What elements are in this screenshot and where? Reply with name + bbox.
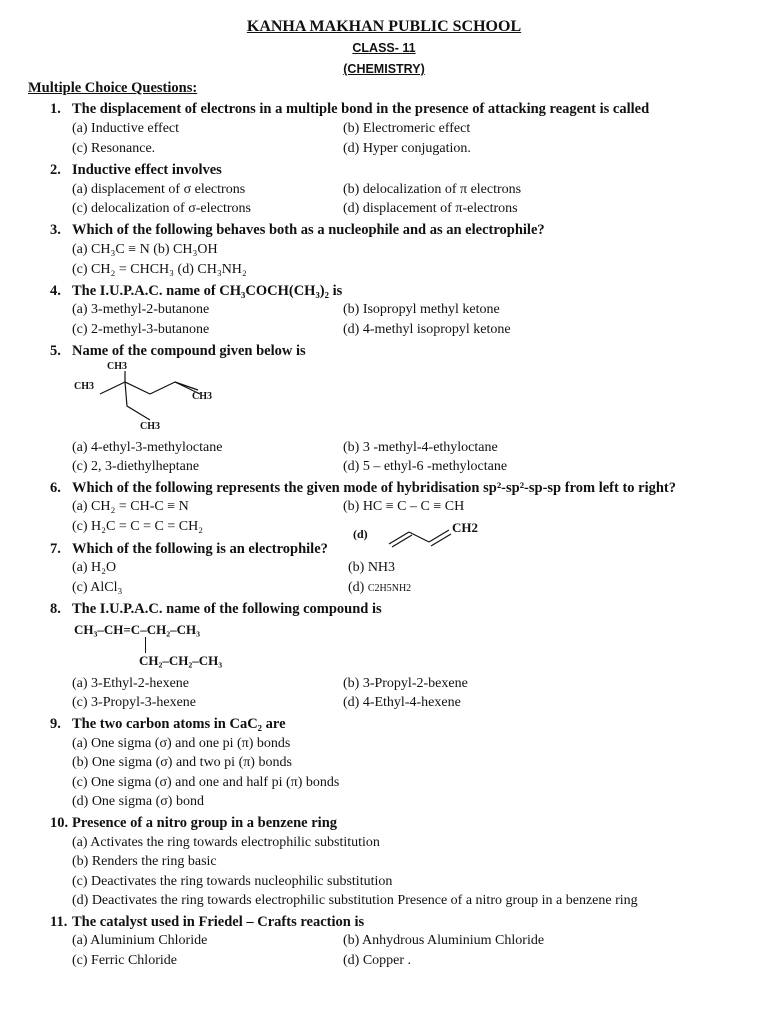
structure-label-bottom: CH3 <box>140 421 160 432</box>
option-d-structure <box>385 520 455 550</box>
option-c: (c) AlCl₃ <box>72 580 123 595</box>
structure-label-right: CH3 <box>192 391 212 402</box>
option-d: (d) Deactivates the ring towards electrophilic substitution Presence of a nitro group in a benzene ring <box>72 893 638 908</box>
subject-label: (CHEMISTRY) <box>343 62 425 76</box>
option-a: (a) CH₂ = CH-C ≡ N <box>72 499 189 514</box>
option-c: (c) Ferric Chloride <box>72 953 177 968</box>
option-b: (b) Electromeric effect <box>343 121 471 136</box>
question-text: Presence of a nitro group in a benzene ring <box>72 815 338 831</box>
option-c: (c) Deactivates the ring towards nucleophilic substitution <box>72 874 393 889</box>
question-6 <box>50 480 676 497</box>
question-text: The I.U.P.A.C. name of the following compound is <box>72 601 382 617</box>
question-7 <box>50 541 328 558</box>
option-d: (d) 4-Ethyl-4-hexene <box>343 695 461 710</box>
option-cd: (c) CH₂ = CHCH₃ (d) CH₃NH₂ <box>72 262 247 277</box>
option-b: (b) NH3 <box>348 560 396 575</box>
question-number: 6. <box>50 480 61 496</box>
question-5 <box>50 343 306 360</box>
question-11 <box>50 914 364 931</box>
question-number: 9. <box>50 716 61 732</box>
question-number: 5. <box>50 343 61 359</box>
option-d: (d) <box>353 527 368 541</box>
option-d-label: CH2 <box>452 520 478 535</box>
question-number: 10. <box>50 815 69 831</box>
question-number: 2. <box>50 162 61 178</box>
question-text: Name of the compound given below is <box>72 343 306 359</box>
question-text: The catalyst used in Friedel – Crafts reaction is <box>72 914 365 930</box>
option-b: (b) Anhydrous Aluminium Chloride <box>343 933 545 948</box>
option-c: (c) delocalization of σ-electrons <box>72 201 251 216</box>
option-c: (c) 2-methyl-3-butanone <box>72 322 210 337</box>
option-c: (c) 3-Propyl-3-hexene <box>72 695 197 710</box>
option-a: (a) H₂O <box>72 560 117 575</box>
formula-top: CH₃–CH=C–CH₂–CH₃ <box>74 622 200 637</box>
option-b: (b) delocalization of π electrons <box>343 182 522 197</box>
question-text: Which of the following is an electrophile? <box>72 541 328 557</box>
section-title: Multiple Choice Questions: <box>28 80 198 96</box>
option-d: (d) One sigma (σ) bond <box>72 794 204 809</box>
option-a: (a) 4-ethyl-3-methyloctane <box>72 440 223 455</box>
option-a: (a) 3-Ethyl-2-hexene <box>72 676 189 691</box>
question-number: 11. <box>50 914 68 930</box>
school-name: KANHA MAKHAN PUBLIC SCHOOL <box>246 18 522 35</box>
question-number: 7. <box>50 541 61 557</box>
option-c: (c) 2, 3-diethylheptane <box>72 459 200 474</box>
option-a: (a) Inductive effect <box>72 121 180 136</box>
option-d: (d) displacement of π-electrons <box>343 201 518 216</box>
option-d <box>348 580 411 596</box>
option-d-prefix: (d) <box>348 580 365 595</box>
formula-bond <box>145 637 146 653</box>
option-d: (d) Copper . <box>343 953 412 968</box>
option-a: (a) 3-methyl-2-butanone <box>72 302 210 317</box>
option-d: (d) 4-methyl isopropyl ketone <box>343 322 511 337</box>
option-c: (c) H₂C = C = C = CH₂ <box>72 519 204 534</box>
question-number: 3. <box>50 222 61 238</box>
question-10 <box>50 815 337 832</box>
question-number: 8. <box>50 601 61 617</box>
question-text: The displacement of electrons in a multiple bond in the presence of attacking reagent is called <box>72 101 650 117</box>
option-b: (b) Isopropyl methyl ketone <box>343 302 500 317</box>
question-1 <box>50 101 649 118</box>
structure-label-left: CH3 <box>74 381 94 392</box>
option-c: (c) One sigma (σ) and one and half pi (π) bonds <box>72 775 340 790</box>
option-b: (b) Renders the ring basic <box>72 854 217 869</box>
option-b: (b) 3-Propyl-2-bexene <box>343 676 468 691</box>
class-label: CLASS- 11 <box>352 41 416 55</box>
question-number: 4. <box>50 283 61 299</box>
option-a: (a) Activates the ring towards electrophilic substitution <box>72 835 380 850</box>
option-c: (c) Resonance. <box>72 141 156 156</box>
question-text: The I.U.P.A.C. name of CH₃COCH(CH₃)₂ is <box>72 283 343 299</box>
option-a: (a) displacement of σ electrons <box>72 182 246 197</box>
option-d: (d) Hyper conjugation. <box>343 141 471 156</box>
question-number: 1. <box>50 101 61 117</box>
option-d: (d) 5 – ethyl-6 -methyloctane <box>343 459 508 474</box>
question-text: The two carbon atoms in CaC₂ are <box>72 716 286 732</box>
question-text: Inductive effect involves <box>72 162 222 178</box>
option-d-value: C2H5NH2 <box>367 583 412 594</box>
option-ab: (a) CH₃C ≡ N (b) CH₃OH <box>72 242 218 257</box>
question-text: Which of the following behaves both as a nucleophile and as an electrophile? <box>72 222 545 238</box>
question-8 <box>50 601 382 618</box>
formula-bottom: CH₂–CH₂–CH₃ <box>139 653 223 668</box>
structure-label-top: CH3 <box>107 361 127 372</box>
question-2 <box>50 162 222 179</box>
option-b: (b) HC ≡ C – C ≡ CH <box>343 499 465 514</box>
question-text: Which of the following represents the given mode of hybridisation sp²-sp²-sp-sp from left to right? <box>72 480 677 496</box>
question-9 <box>50 716 286 733</box>
option-b: (b) One sigma (σ) and two pi (π) bonds <box>72 755 292 770</box>
option-b: (b) 3 -methyl-4-ethyloctane <box>343 440 498 455</box>
question-3 <box>50 222 545 239</box>
option-a: (a) One sigma (σ) and one pi (π) bonds <box>72 736 291 751</box>
question-4 <box>50 283 342 300</box>
option-a: (a) Aluminium Chloride <box>72 933 208 948</box>
